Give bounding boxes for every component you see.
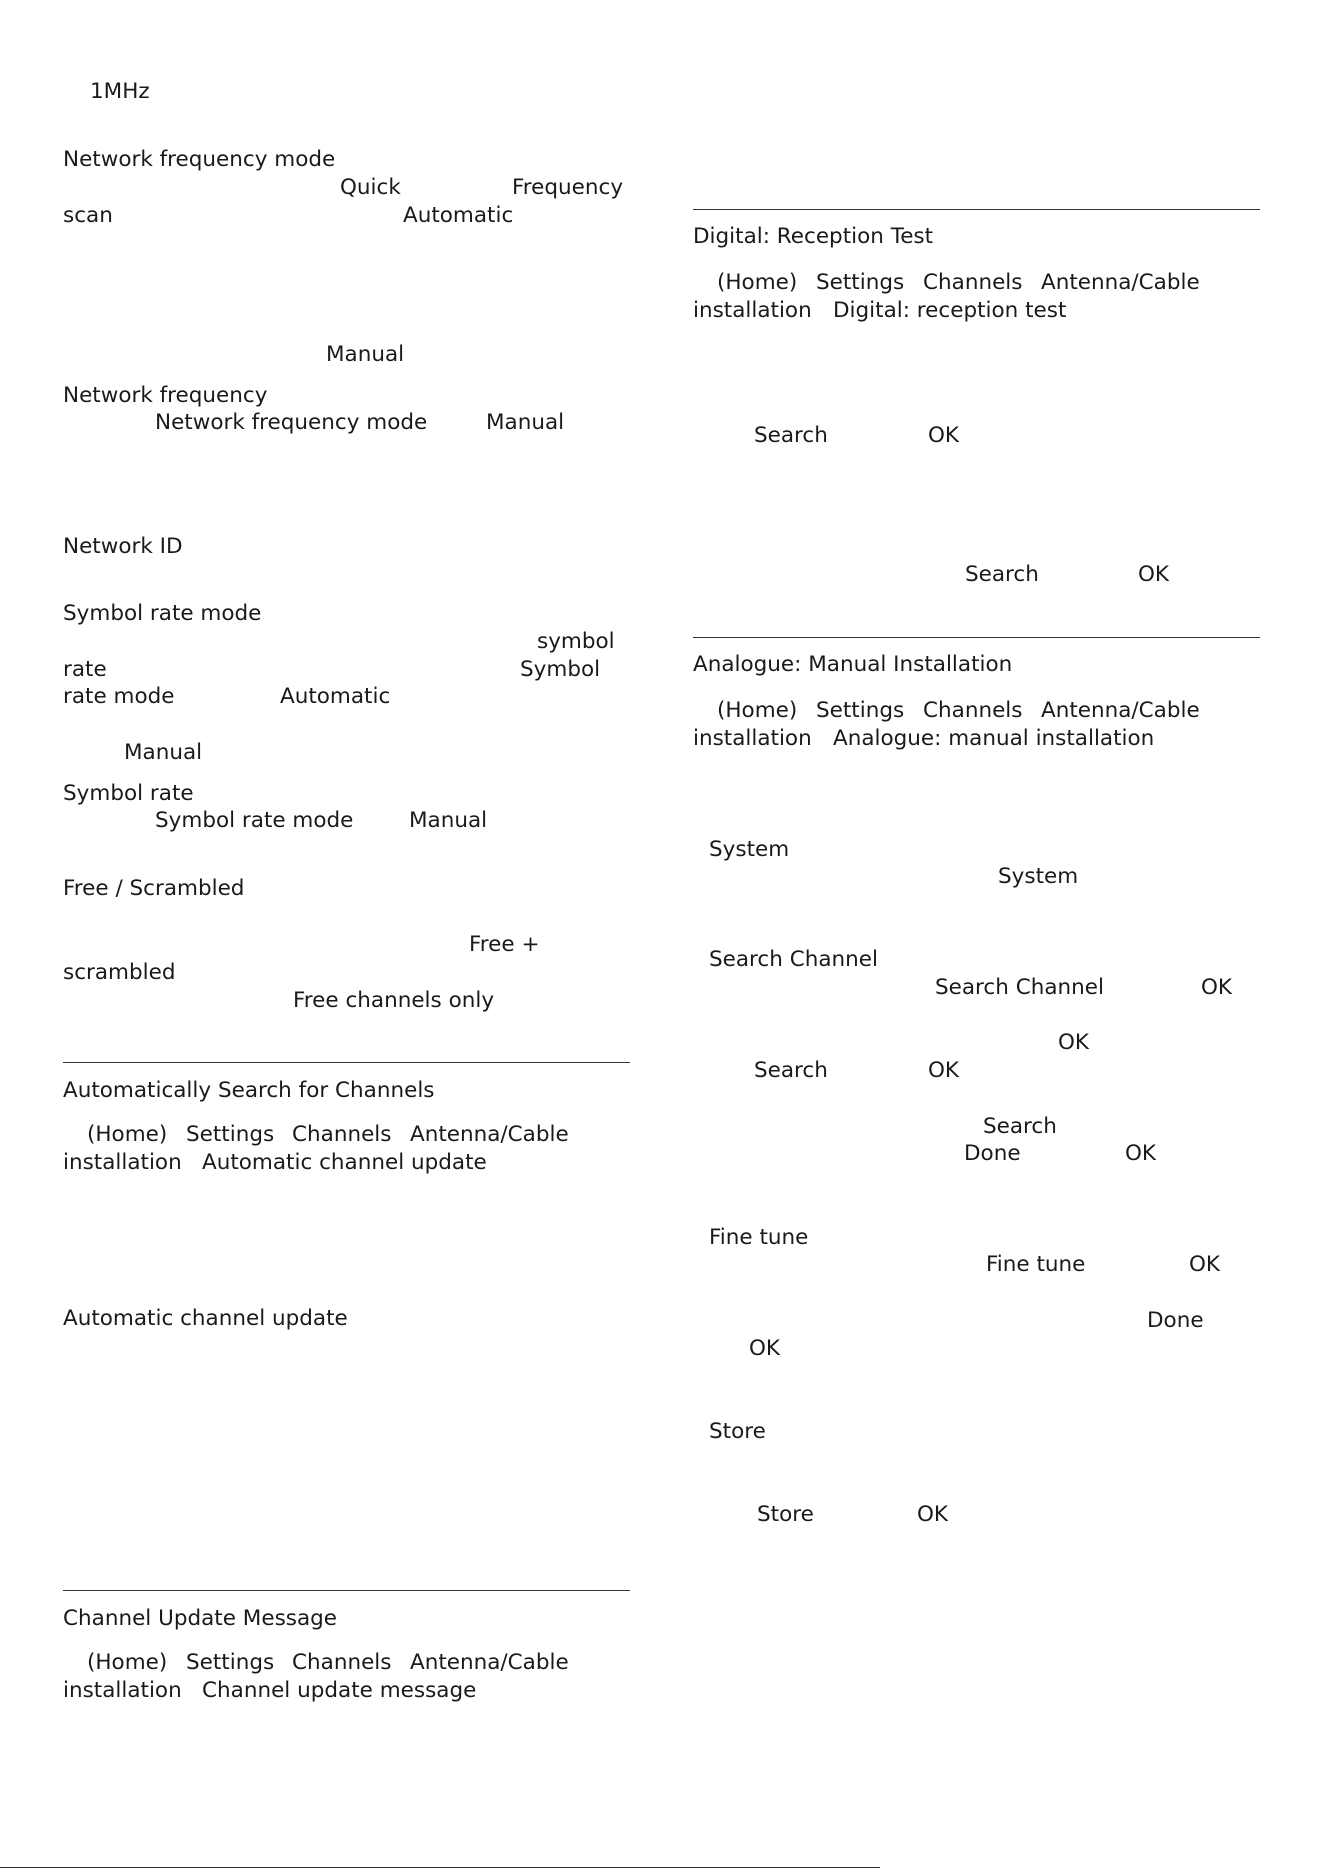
- system-ref-text: System: [998, 864, 1079, 889]
- automatic-ref-text: Automatic: [280, 684, 391, 709]
- network-frequency-heading: Network frequency: [63, 383, 268, 408]
- ok-ref-text: OK: [1189, 1252, 1221, 1277]
- symbol-rate-mode-ref: Symbol rate mode: [155, 808, 354, 833]
- manual-ref-text: Manual: [486, 410, 565, 435]
- path-installation: installation: [693, 298, 812, 323]
- free-plus-text: Free +: [469, 932, 540, 957]
- free-channels-only-text: Free channels only: [293, 988, 495, 1013]
- path-installation: installation: [63, 1678, 182, 1703]
- footer-rule: [0, 1867, 880, 1868]
- symbol-ref-text: Symbol: [520, 657, 601, 682]
- search-ref-text: Search: [983, 1114, 1057, 1139]
- search-channel-ref-text: Search Channel: [935, 975, 1104, 1000]
- store-ref-text: Store: [757, 1502, 814, 1527]
- path-home: (Home): [87, 1650, 168, 1675]
- path-home: (Home): [87, 1122, 168, 1147]
- ok-ref-text: OK: [917, 1502, 949, 1527]
- path-channels: Channels: [292, 1650, 392, 1675]
- manual-installation-heading: Analogue: Manual Installation: [693, 652, 1013, 677]
- automatic-option-text: Automatic: [403, 203, 514, 228]
- done-ref-text: Done: [1147, 1308, 1204, 1333]
- ok-ref-text: OK: [928, 1058, 960, 1083]
- network-frequency-mode-ref: Network frequency mode: [155, 410, 428, 435]
- path-settings: Settings: [186, 1122, 275, 1147]
- path-home: (Home): [717, 270, 798, 295]
- quick-option-text: Quick: [340, 175, 401, 200]
- section-divider: [693, 209, 1260, 210]
- section-divider: [63, 1590, 630, 1591]
- path-installation: installation: [63, 1150, 182, 1175]
- store-heading: Store: [709, 1419, 766, 1444]
- rate-mode-ref-text: rate mode: [63, 684, 175, 709]
- scrambled-text: scrambled: [63, 960, 176, 985]
- path-antenna-cable: Antenna/Cable: [410, 1122, 569, 1147]
- path-channels: Channels: [292, 1122, 392, 1147]
- manual-ref-text: Manual: [124, 740, 203, 765]
- path-settings: Settings: [186, 1650, 275, 1675]
- ok-ref-text: OK: [928, 423, 960, 448]
- fine-tune-ref-text: Fine tune: [986, 1252, 1086, 1277]
- ok-ref-text: OK: [1138, 562, 1170, 587]
- search-ref-text: Search: [965, 562, 1039, 587]
- auto-search-heading: Automatically Search for Channels: [63, 1078, 435, 1103]
- symbol-rate-mode-heading: Symbol rate mode: [63, 601, 262, 626]
- search-channel-heading: Search Channel: [709, 947, 878, 972]
- path-channels: Channels: [923, 270, 1023, 295]
- path-automatic-channel-update: Automatic channel update: [202, 1150, 487, 1175]
- scan-option-text: scan: [63, 203, 113, 228]
- reception-test-heading: Digital: Reception Test: [693, 224, 934, 249]
- automatic-channel-update-option: Automatic channel update: [63, 1306, 348, 1331]
- section-divider: [693, 637, 1260, 638]
- path-digital-reception-test: Digital: reception test: [833, 298, 1067, 323]
- fine-tune-heading: Fine tune: [709, 1225, 809, 1250]
- path-settings: Settings: [816, 270, 905, 295]
- manual-option-text: Manual: [326, 342, 405, 367]
- ok-ref-text: OK: [1058, 1030, 1090, 1055]
- path-channel-update-message: Channel update message: [202, 1678, 477, 1703]
- network-frequency-mode-heading: Network frequency mode: [63, 147, 336, 172]
- path-antenna-cable: Antenna/Cable: [1041, 698, 1200, 723]
- ok-ref-text: OK: [749, 1336, 781, 1361]
- path-settings: Settings: [816, 698, 905, 723]
- path-home: (Home): [717, 698, 798, 723]
- network-id-heading: Network ID: [63, 534, 183, 559]
- section-divider: [63, 1062, 630, 1063]
- symbol-rate-heading: Symbol rate: [63, 781, 194, 806]
- path-antenna-cable: Antenna/Cable: [410, 1650, 569, 1675]
- frequency-option-text: Frequency: [512, 175, 624, 200]
- search-ref-text: Search: [754, 423, 828, 448]
- system-heading: System: [709, 837, 790, 862]
- ok-ref-text: OK: [1201, 975, 1233, 1000]
- footer-faint-text: [880, 1866, 1100, 1872]
- done-ref-text: Done: [964, 1141, 1021, 1166]
- ok-ref-text: OK: [1125, 1141, 1157, 1166]
- path-analogue-manual-installation: Analogue: manual installation: [833, 726, 1155, 751]
- search-ref-text: Search: [754, 1058, 828, 1083]
- path-antenna-cable: Antenna/Cable: [1041, 270, 1200, 295]
- path-channels: Channels: [923, 698, 1023, 723]
- path-installation: installation: [693, 726, 812, 751]
- channel-update-message-heading: Channel Update Message: [63, 1606, 338, 1631]
- rate-text: rate: [63, 657, 107, 682]
- symbol-text: symbol: [537, 629, 615, 654]
- free-scrambled-heading: Free / Scrambled: [63, 876, 245, 901]
- frequency-unit-text: 1MHz: [90, 79, 150, 104]
- manual-ref-text: Manual: [409, 808, 488, 833]
